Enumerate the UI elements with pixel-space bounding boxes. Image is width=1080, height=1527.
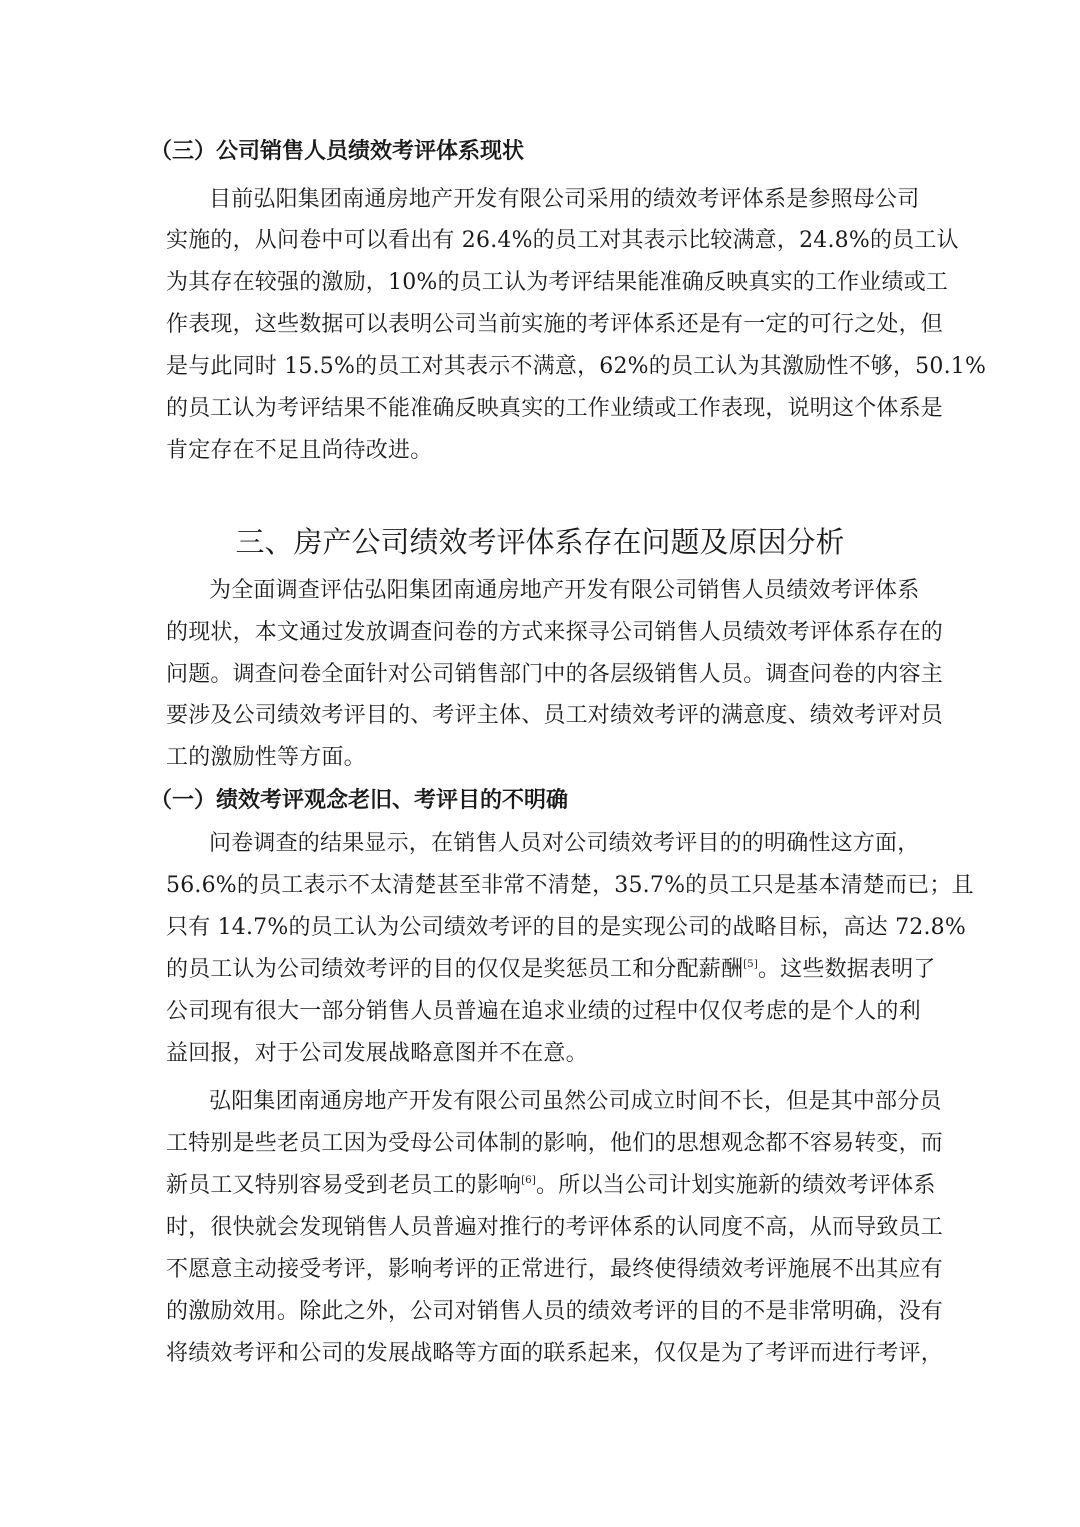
paragraph-line: 的员工认为考评结果不能准确反映真实的工作业绩或工作表现，说明这个体系是 bbox=[166, 396, 944, 421]
paragraph-line: 肯定存在不足且尚待改进。 bbox=[166, 438, 433, 463]
paragraph-line: 工特别是些老员工因为受母公司体制的影响，他们的思想观念都不容易转变，而 bbox=[166, 1131, 944, 1156]
paragraph-line: 不愿意主动接受考评，影响考评的正常进行，最终使得绩效考评施展不出其应有 bbox=[166, 1257, 944, 1282]
line-text: 新员工又特别容易受到老员工的影响 bbox=[166, 1173, 522, 1198]
line-text: 的员工认为公司绩效考评的目的仅仅是奖惩员工和分配薪酬 bbox=[166, 957, 744, 982]
citation-link[interactable]: [6] bbox=[521, 1175, 536, 1186]
line-text: 。所以当公司计划实施新的绩效考评体系 bbox=[535, 1173, 936, 1198]
paragraph-line: 56.6%的员工表示不太清楚甚至非常不清楚，35.7%的员工只是基本清楚而已；且 bbox=[166, 873, 974, 898]
section-heading-current-status: （三）公司销售人员绩效考评体系现状 bbox=[150, 139, 525, 164]
paragraph-line: 弘阳集团南通房地产开发有限公司虽然公司成立时间不长，但是其中部分员 bbox=[209, 1089, 942, 1114]
paragraph-line: 工的激励性等方面。 bbox=[166, 745, 366, 770]
paragraph-line: 问卷调查的结果显示，在销售人员对公司绩效考评目的的明确性这方面， bbox=[209, 831, 920, 856]
paragraph-line: 益回报，对于公司发展战略意图并不在意。 bbox=[166, 1041, 588, 1066]
paragraph-line: 的激励效用。除此之外，公司对销售人员的绩效考评的目的不是非常明确，没有 bbox=[166, 1299, 944, 1324]
paragraph-line-with-citation bbox=[166, 1171, 936, 1201]
paragraph-line: 是与此同时 15.5%的员工对其表示不满意，62%的员工认为其激励性不够，50.1% bbox=[166, 354, 987, 379]
section-heading-outdated-concepts: （一）绩效考评观念老旧、考评目的不明确 bbox=[150, 788, 569, 813]
paragraph-line: 的现状，本文通过发放调查问卷的方式来探寻公司销售人员绩效考评体系存在的 bbox=[166, 620, 944, 645]
paragraph-line: 时，很快就会发现销售人员普遍对推行的考评体系的认同度不高，从而导致员工 bbox=[166, 1215, 944, 1240]
paragraph-line: 作表现，这些数据可以表明公司当前实施的考评体系还是有一定的可行之处，但 bbox=[166, 312, 944, 337]
paragraph-line: 公司现有很大一部分销售人员普遍在追求业绩的过程中仅仅考虑的是个人的利 bbox=[166, 999, 921, 1024]
paragraph-line: 只有 14.7%的员工认为公司绩效考评的目的是实现公司的战略目标，高达 72.8% bbox=[166, 915, 966, 940]
paragraph-line: 目前弘阳集团南通房地产开发有限公司采用的绩效考评体系是参照母公司 bbox=[209, 187, 920, 212]
paragraph-line: 实施的，从问卷中可以看出有 26.4%的员工对其表示比较满意，24.8%的员工认 bbox=[166, 228, 959, 253]
line-text: 。这些数据表明了 bbox=[757, 957, 936, 982]
paragraph-line: 问题。调查问卷全面针对公司销售部门中的各层级销售人员。调查问卷的内容主 bbox=[166, 662, 944, 687]
paragraph-line: 要涉及公司绩效考评目的、考评主体、员工对绩效考评的满意度、绩效考评对员 bbox=[166, 703, 944, 728]
citation-link[interactable]: [5] bbox=[743, 959, 758, 970]
paragraph-line: 将绩效考评和公司的发展战略等方面的联系起来，仅仅是为了考评而进行考评， bbox=[166, 1341, 944, 1366]
paragraph-line: 为全面调查评估弘阳集团南通房地产开发有限公司销售人员绩效考评体系 bbox=[209, 578, 920, 603]
paragraph-line: 为其存在较强的激励，10%的员工认为考评结果能准确反映真实的工作业绩或工 bbox=[166, 270, 949, 295]
chapter-title: 三、房产公司绩效考评体系存在问题及原因分析 bbox=[235, 525, 845, 559]
paragraph-line-with-citation bbox=[166, 955, 936, 985]
